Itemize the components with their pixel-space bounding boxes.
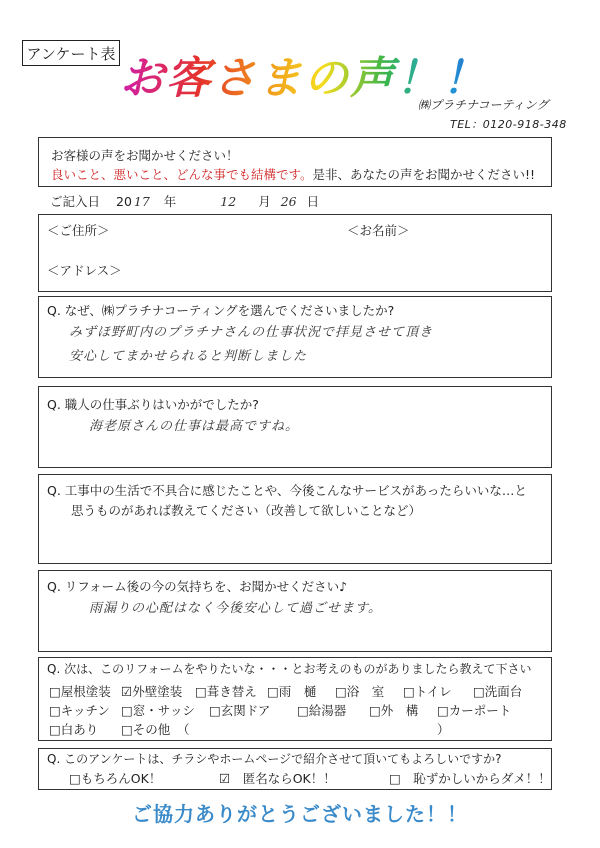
- option-anonymous-ok[interactable]: ☑ 匿名ならOK！！: [219, 771, 336, 786]
- question-6-box: [38, 748, 552, 790]
- day-value: 26: [280, 194, 297, 209]
- address-box: [38, 214, 552, 292]
- question-1-text: Q. なぜ、㈱プラチナコーティングを選んでくださいましたか?: [47, 303, 395, 318]
- question-2-text: Q. 職人の仕事ぶりはいかがでしたか?: [47, 397, 259, 412]
- other-close-paren: ）: [437, 722, 450, 737]
- thank-you-message: ご協力ありがとうございました！！: [132, 802, 468, 826]
- question-6-text: Q. このアンケートは、チラシやホームページで紹介させて頂いてもよろしいですか?: [47, 752, 502, 766]
- other-open-paren: （: [177, 722, 190, 737]
- publication-options: [69, 769, 551, 787]
- option-exterior-wall-painting[interactable]: ☑外壁塗装: [121, 684, 183, 699]
- question-1-answer-line-2: 安心してまかせられると判断しました: [69, 349, 308, 364]
- question-2-box: [38, 386, 552, 468]
- company-name: ㈱プラチナコーティング: [418, 98, 549, 112]
- day-label: 日: [306, 194, 320, 209]
- option-water-heater[interactable]: □給湯器: [297, 703, 347, 718]
- option-termite[interactable]: □白あり: [49, 722, 99, 737]
- question-5-box: [38, 657, 552, 741]
- intro-line-2-red: 良いこと、悪いこと、どんな事でも結構です。: [51, 167, 313, 182]
- question-3-box: [38, 474, 552, 564]
- option-toilet[interactable]: □トイレ: [403, 684, 452, 699]
- date-row: [50, 192, 319, 210]
- option-ok[interactable]: □もちろんOK！: [69, 771, 162, 786]
- year-value: 17: [133, 194, 150, 209]
- option-roof-painting[interactable]: □屋根塗装: [49, 684, 111, 699]
- renovation-options-row-2: [49, 701, 511, 719]
- question-3-text-line-1: Q. 工事中の生活で不具合に感じたことや、今後こんなサービスがあったらいいな…と: [47, 483, 527, 498]
- option-no[interactable]: □ 恥ずかしいからダメ！！: [389, 771, 551, 786]
- year-label: 年: [163, 194, 177, 209]
- intro-line-2-rest: 是非、あなたの声をお聞かせください!!: [312, 167, 536, 182]
- option-bathroom[interactable]: □浴 室: [335, 684, 385, 699]
- option-other[interactable]: □その他: [121, 722, 171, 737]
- option-entrance-door[interactable]: □玄関ドア: [209, 703, 271, 718]
- option-reroofing[interactable]: □葺き替え: [195, 684, 257, 699]
- intro-line-2: [51, 165, 539, 184]
- question-4-box: [38, 570, 552, 652]
- month-value: 12: [220, 194, 237, 209]
- option-exterior-work[interactable]: □外 構: [369, 703, 419, 718]
- intro-line-1: お客様の声をお聞かせください！: [51, 148, 239, 163]
- question-2-answer: 海老原さんの仕事は最高ですね。: [89, 419, 300, 434]
- name-label: ＜お名前＞: [347, 223, 410, 238]
- question-5-text: Q. 次は、このリフォームをやりたいな・・・とお考えのものがありましたら教えて下さい: [47, 662, 532, 676]
- option-gutter[interactable]: □雨 樋: [267, 684, 317, 699]
- question-4-text: Q. リフォーム後の今の気持ちを、お聞かせください♪: [47, 579, 348, 594]
- month-label: 月: [258, 194, 271, 209]
- renovation-options-row-1: [49, 682, 522, 700]
- email-address-label: ＜アドレス＞: [47, 263, 122, 278]
- renovation-options-row-3: [49, 720, 450, 738]
- question-1-box: [38, 296, 552, 378]
- intro-box: [38, 137, 552, 187]
- telephone-number: TEL：0120-918-348: [450, 118, 567, 131]
- option-window-sash[interactable]: □窓・サッシ: [121, 703, 196, 718]
- page-title: お客さまの声！！: [120, 42, 488, 106]
- question-3-text-line-2: 思うものがあれば教えてください（改善して欲しいことなど）: [71, 503, 422, 518]
- question-1-answer-line-1: みずほ野町内のプラチナさんの仕事状況で拝見させて頂き: [69, 325, 434, 340]
- option-carport[interactable]: □カーポート: [437, 703, 512, 718]
- address-label: ＜ご住所＞: [47, 223, 110, 238]
- question-4-answer: 雨漏りの心配はなく今後安心して過ごせます。: [89, 601, 382, 616]
- form-type-label: アンケート表: [22, 40, 120, 66]
- date-label: ご記入日: [50, 194, 101, 209]
- year-prefix: 20: [116, 194, 132, 209]
- option-washbasin[interactable]: □洗面台: [473, 684, 523, 699]
- option-kitchen[interactable]: □キッチン: [49, 703, 110, 718]
